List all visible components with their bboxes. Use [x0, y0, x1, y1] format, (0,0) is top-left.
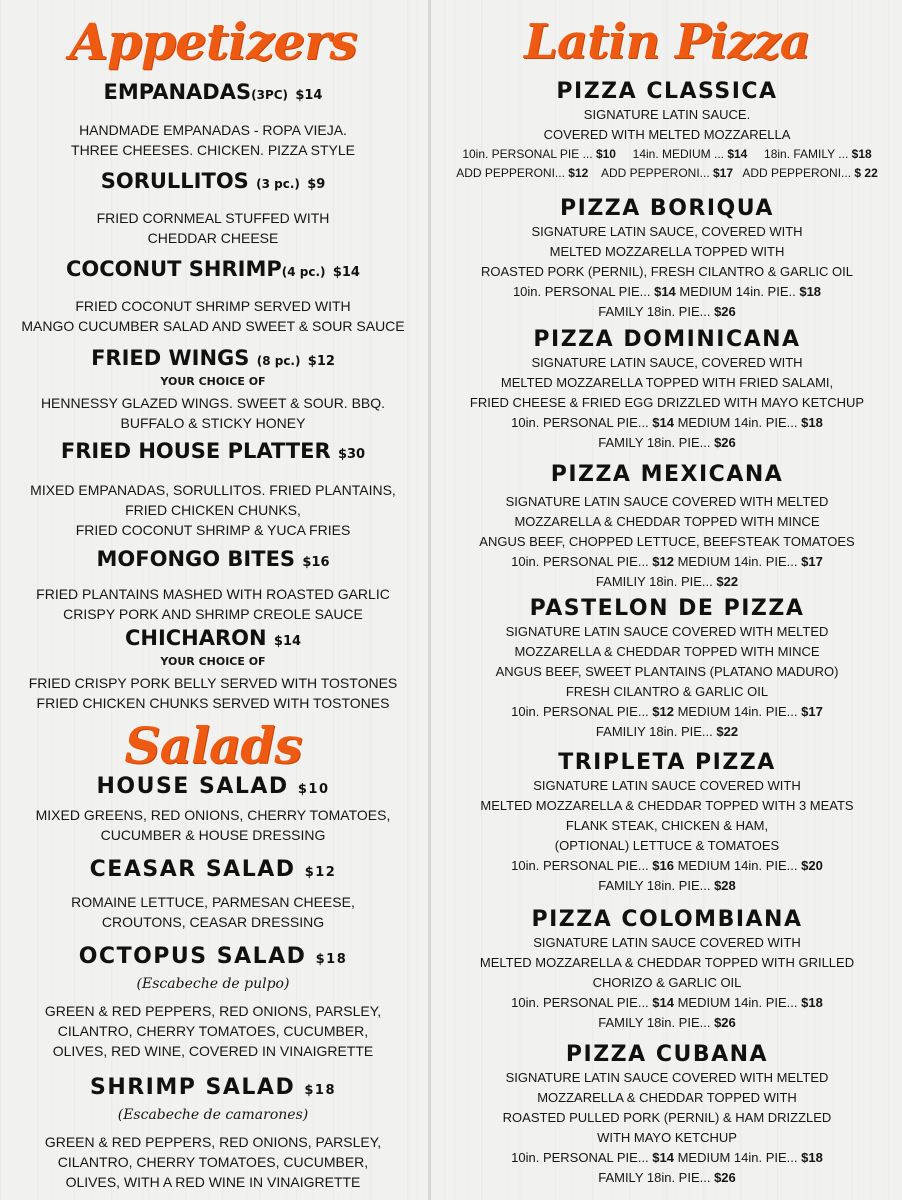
family-price: FAMILY 18in. PIE... $28: [598, 878, 736, 893]
item-name: PIZZA CUBANA: [565, 1042, 769, 1067]
choice-label: YOUR CHOICE OF: [160, 655, 266, 668]
item-description: FRIED CRISPY PORK BELLY SERVED WITH TOSTONES FRIED CHICKEN CHUNKS SERVED WITH TOSTONES: [28, 675, 398, 711]
item-price: $14: [273, 634, 302, 649]
left-column: [0, 0, 426, 1200]
menu-item-shrimp-salad: [0, 1075, 426, 1192]
item-name: PIZZA MEXICANA: [550, 462, 784, 487]
item-name: CHICHARON: [124, 626, 267, 650]
item-name: PASTELON DE PIZZA: [529, 596, 805, 621]
size-prices: 10in. PERSONAL PIE... $14 MEDIUM 14in. PIE.. $18: [512, 284, 822, 299]
item-description: FRIED CORNMEAL STUFFED WITH CHEDDAR CHEESE: [96, 210, 330, 246]
item-description: SIGNATURE LATIN SAUCE COVERED WITH MELTED MOZZARELLA & CHEDDAR TOPPED WITH MINCE ANGUS BEEF, SWEET PLANTAINS (PLATANO MADURO) FRESH CILANTRO & GARLIC OIL: [495, 624, 839, 699]
item-name: FRIED WINGS: [91, 346, 250, 370]
item-qty: (8 pc.): [256, 354, 301, 368]
item-name: PIZZA DOMINICANA: [533, 327, 801, 352]
item-description: GREEN & RED PEPPERS, RED ONIONS, PARSLEY, CILANTRO, CHERRY TOMATOES, CUCUMBER, OLIVES, WITH A RED WINE IN VINAIGRETTE: [44, 1134, 382, 1190]
item-name: PIZZA BORIQUA: [560, 196, 774, 221]
latin-pizza-heading: Latin Pizza: [524, 14, 810, 70]
size-prices: 10in. PERSONAL PIE ... $10 14in. MEDIUM ... $14 18in. FAMILY ... $18: [462, 147, 872, 161]
menu-item-fried-house-platter: [0, 438, 426, 540]
item-description: SIGNATURE LATIN SAUCE, COVERED WITH MELTED MOZZARELLA TOPPED WITH ROASTED PORK (PERNIL), FRESH CILANTRO & GARLIC OIL: [480, 224, 853, 279]
menu-item-coconut-shrimp: [0, 256, 426, 336]
item-name: SORULLITOS: [100, 169, 249, 193]
item-price: $10: [297, 782, 330, 797]
item-name: TRIPLETA PIZZA: [558, 750, 776, 775]
item-name: MOFONGO BITES: [96, 547, 296, 571]
item-name: COCONUT SHRIMP: [66, 257, 282, 281]
item-description: HENNESSY GLAZED WINGS. SWEET & SOUR. BBQ. BUFFALO & STICKY HONEY: [40, 395, 386, 431]
item-description: HANDMADE EMPANADAS - ROPA VIEJA. THREE CHEESES. CHICKEN. PIZZA STYLE: [71, 122, 355, 158]
pizza-dominicana: [432, 327, 902, 453]
item-qty: (3PC): [251, 88, 289, 102]
item-name: FRIED HOUSE PLATTER: [60, 439, 331, 463]
pizza-tripleta: [432, 750, 902, 896]
item-description: MIXED EMPANADAS, SORULLITOS. FRIED PLANTAINS, FRIED CHICKEN CHUNKS, FRIED COCONUT SHRIMP & YUCA FRIES: [30, 482, 396, 538]
size-prices: 10in. PERSONAL PIE... $12 MEDIUM 14in. PIE... $17: [511, 554, 823, 569]
family-price: FAMILY 18in. PIE... $26: [598, 435, 736, 450]
item-subtitle: (Escabeche de pulpo): [136, 976, 290, 992]
size-prices: 10in. PERSONAL PIE... $14 MEDIUM 14in. PIE... $18: [511, 995, 823, 1010]
family-price: FAMILY 18in. PIE... $26: [598, 1170, 736, 1185]
item-description: ROMAINE LETTUCE, PARMESAN CHEESE, CROUTONS, CEASAR DRESSING: [71, 894, 355, 930]
choice-label: YOUR CHOICE OF: [160, 375, 266, 388]
size-prices: 10in. PERSONAL PIE... $12 MEDIUM 14in. PIE... $17: [511, 704, 823, 719]
item-price: $18: [304, 1083, 337, 1098]
menu-item-empanadas: [0, 79, 426, 160]
family-price: FAMILIY 18in. PIE... $22: [595, 574, 739, 589]
item-description: SIGNATURE LATIN SAUCE COVERED WITH MELTED MOZZARELLA & CHEDDAR TOPPED WITH 3 MEATS FLANK STEAK, CHICKEN & HAM, (OPTIONAL) LETTUCE & TOMATOES: [480, 778, 854, 853]
family-price: FAMILY 18in. PIE... $26: [598, 304, 736, 319]
pizza-pastelon: [432, 596, 902, 742]
size-prices: 10in. PERSONAL PIE... $16 MEDIUM 14in. PIE... $20: [511, 858, 823, 873]
item-description: MIXED GREENS, RED ONIONS, CHERRY TOMATOES, CUCUMBER & HOUSE DRESSING: [35, 807, 391, 843]
item-name: PIZZA COLOMBIANA: [531, 907, 803, 932]
item-price: $30: [337, 447, 366, 462]
item-price: $18: [315, 952, 348, 967]
pepperoni-prices: ADD PEPPERONI... $12 ADD PEPPERONI... $17 ADD PEPPERONI... $ 22: [456, 166, 878, 180]
salads-heading: Salads: [124, 716, 302, 775]
pizza-mexicana: [432, 462, 902, 592]
item-description: FRIED PLANTAINS MASHED WITH ROASTED GARLIC CRISPY PORK AND SHRIMP CREOLE SAUCE: [36, 586, 390, 622]
item-name: SHRIMP SALAD: [89, 1075, 296, 1100]
item-description: SIGNATURE LATIN SAUCE COVERED WITH MELTED MOZZARELLA & CHEDDAR TOPPED WITH ROASTED PULLED PORK (PERNIL) & HAM DRIZZLED WITH MAYO KETCHUP: [502, 1070, 832, 1145]
item-price: $14: [295, 88, 323, 103]
item-name: OCTOPUS SALAD: [78, 944, 307, 969]
item-qty: (4 pc.): [281, 265, 326, 279]
item-description: SIGNATURE LATIN SAUCE, COVERED WITH MELTED MOZZARELLA TOPPED WITH FRIED SALAMI, FRIED CHEESE & FRIED EGG DRIZZLED WITH MAYO KETCHUP: [469, 355, 865, 410]
menu-item-fried-wings: [0, 345, 426, 433]
item-price: $9: [307, 177, 326, 192]
item-name: CEASAR SALAD: [89, 857, 296, 882]
right-column: [432, 0, 902, 1200]
item-price: $14: [332, 265, 360, 280]
item-price: $12: [307, 354, 335, 369]
size-prices: 10in. PERSONAL PIE... $14 MEDIUM 14in. PIE... $18: [511, 1150, 823, 1165]
item-description: SIGNATURE LATIN SAUCE COVERED WITH MELTED MOZZARELLA & CHEDDAR TOPPED WITH GRILLED CHORIZO & GARLIC OIL: [479, 935, 855, 990]
item-description: SIGNATURE LATIN SAUCE. COVERED WITH MELTED MOZZARELLA: [543, 107, 791, 142]
family-price: FAMILY 18in. PIE... $26: [598, 1015, 736, 1030]
item-subtitle: (Escabeche de camarones): [117, 1107, 309, 1123]
item-description: SIGNATURE LATIN SAUCE COVERED WITH MELTED MOZZARELLA & CHEDDAR TOPPED WITH MINCE ANGUS BEEF, CHOPPED LETTUCE, BEEFSTEAK TOMATOES: [479, 494, 855, 549]
pizza-cubana: [432, 1042, 902, 1188]
menu-item-ceasar-salad: [0, 857, 426, 932]
item-name: EMPANADAS: [103, 80, 252, 104]
item-description: GREEN & RED PEPPERS, RED ONIONS, PARSLEY, CILANTRO, CHERRY TOMATOES, CUCUMBER, OLIVES, RED WINE, COVERED IN VINAIGRETTE: [44, 1003, 382, 1059]
item-price: $16: [302, 555, 330, 570]
item-name: PIZZA CLASSICA: [556, 79, 778, 104]
center-divider: [428, 0, 431, 1200]
menu-item-octopus-salad: [0, 944, 426, 1061]
menu-item-mofongo-bites: [0, 546, 426, 624]
pizza-colombiana: [432, 907, 902, 1033]
menu-item-chicharon: [0, 625, 426, 713]
family-price: FAMILIY 18in. PIE... $22: [595, 724, 739, 739]
size-prices: 10in. PERSONAL PIE... $14 MEDIUM 14in. PIE... $18: [511, 415, 823, 430]
item-description: FRIED COCONUT SHRIMP SERVED WITH MANGO CUCUMBER SALAD AND SWEET & SOUR SAUCE: [21, 298, 405, 334]
menu-item-sorullitos: [0, 168, 426, 248]
item-qty: (3 pc.): [256, 177, 300, 191]
appetizers-heading: Appetizers: [69, 12, 357, 71]
menu-item-house-salad: [0, 774, 426, 845]
pizza-boriqua: [432, 196, 902, 322]
item-price: $12: [304, 865, 337, 880]
item-name: HOUSE SALAD: [96, 774, 289, 799]
pizza-classica: [432, 79, 902, 183]
